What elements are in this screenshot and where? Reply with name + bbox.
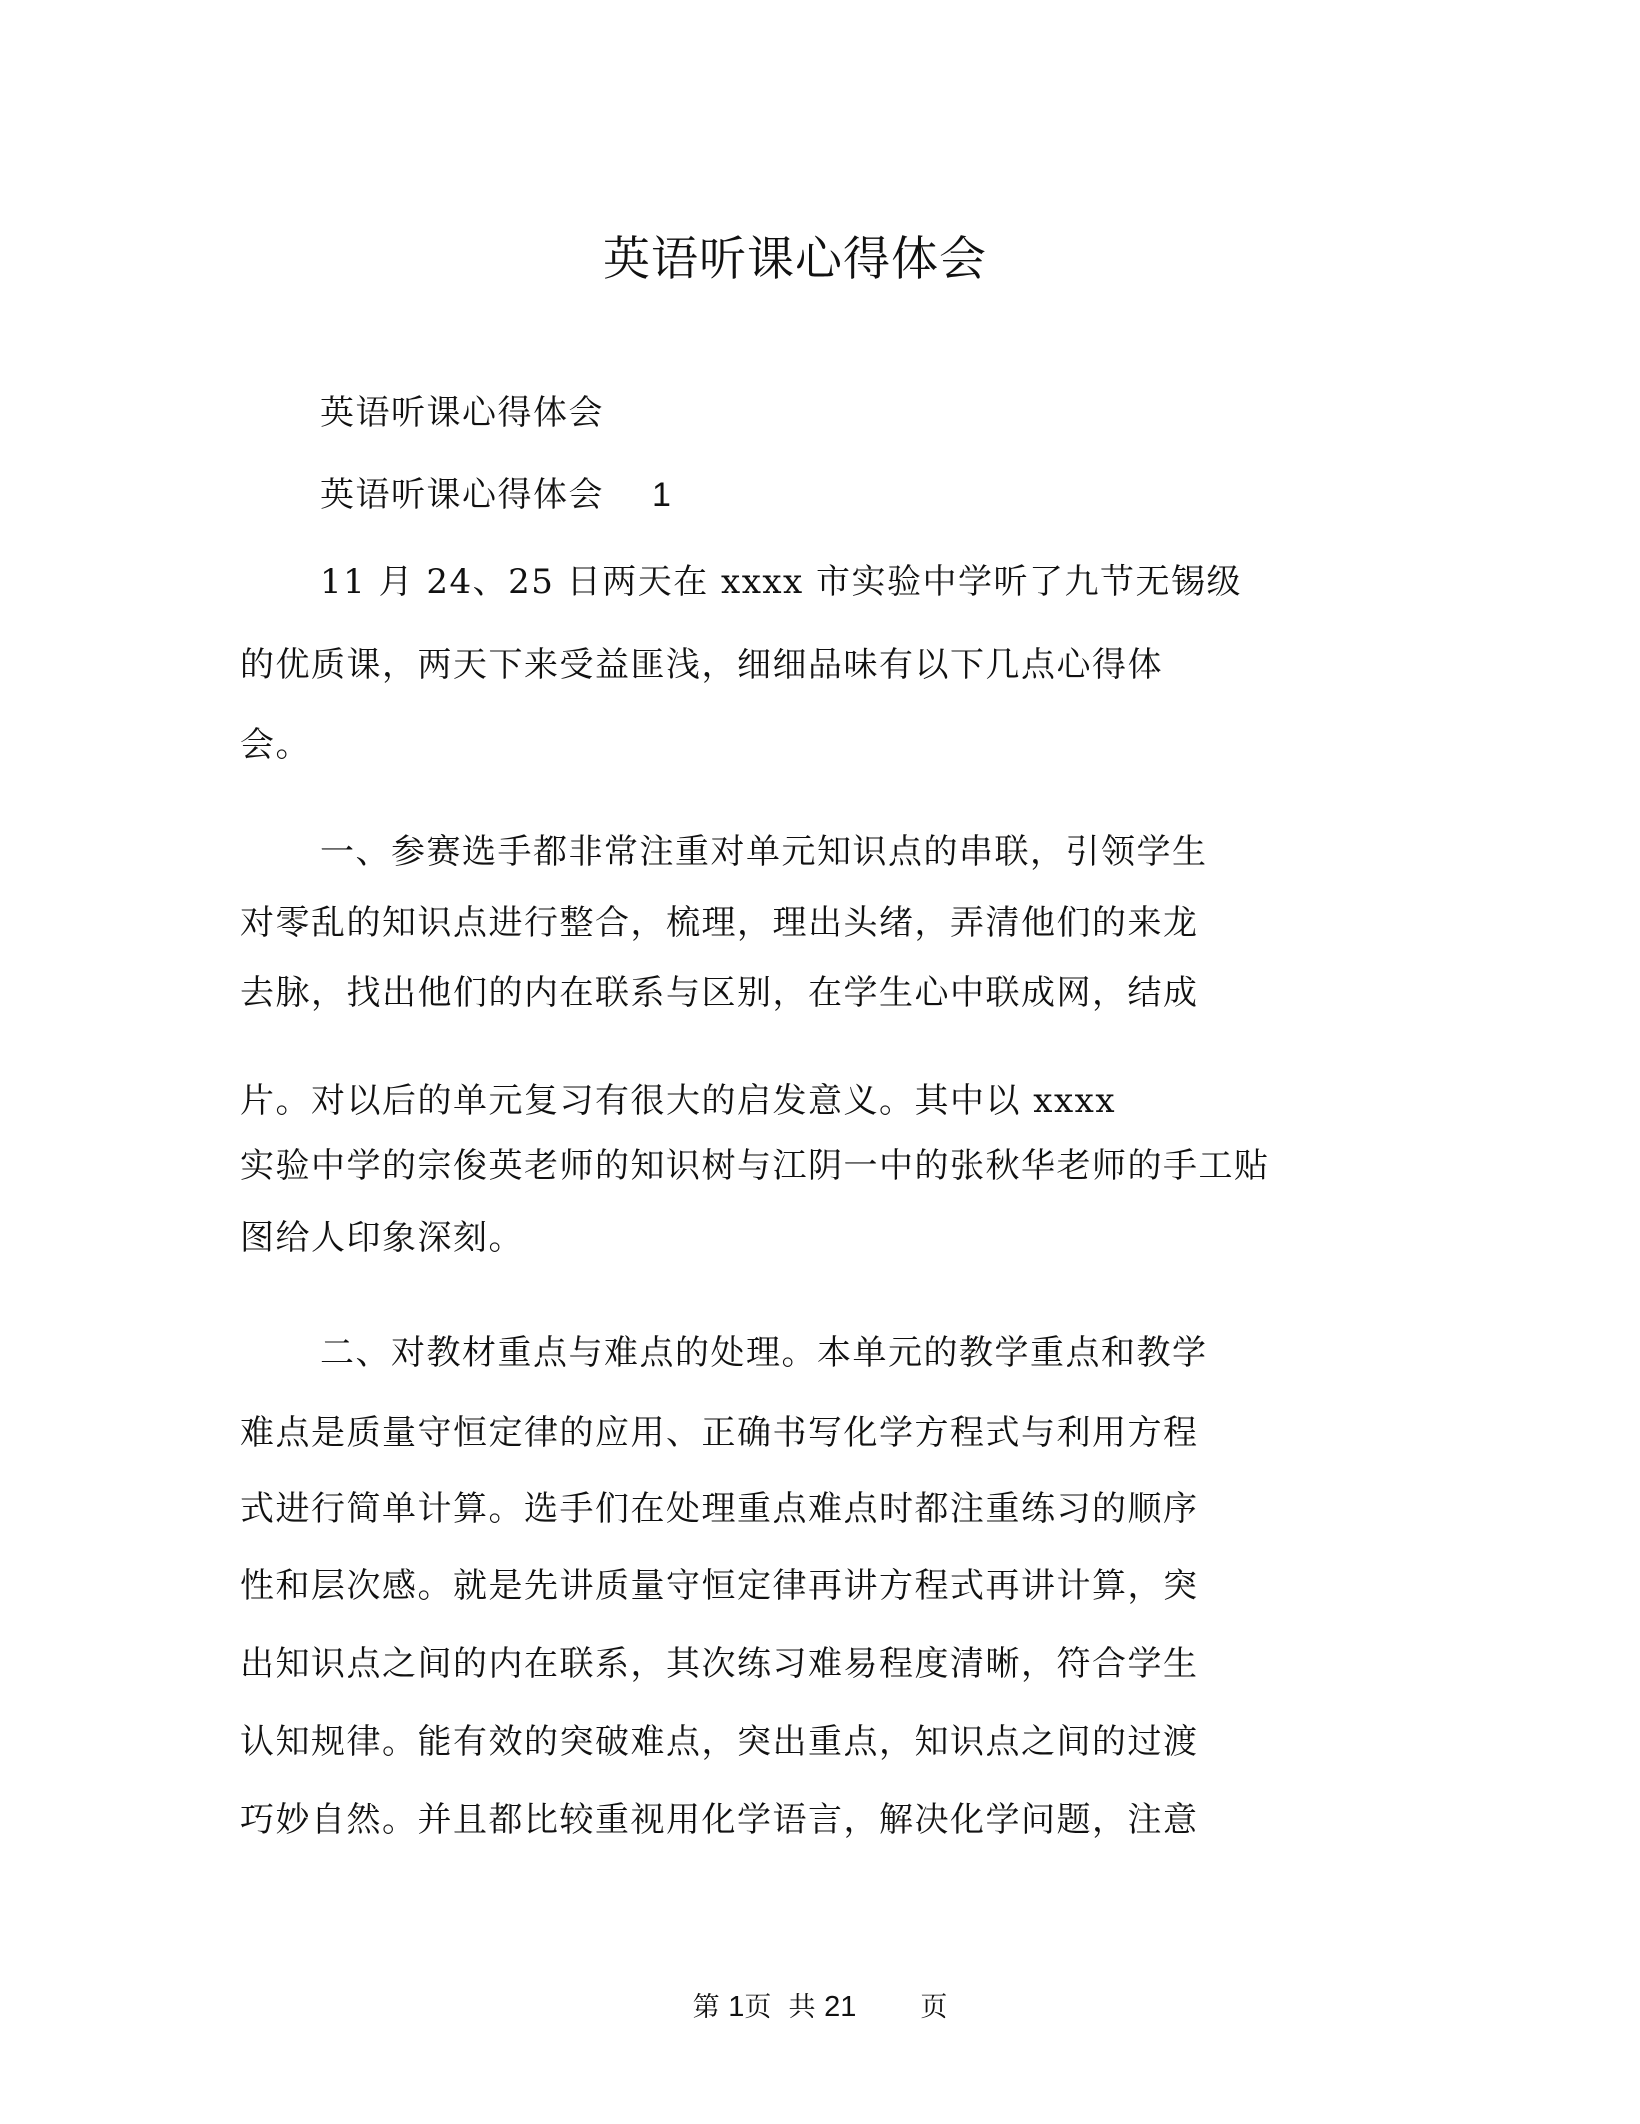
paragraph-line: 出知识点之间的内在联系，其次练习难易程度清晰，符合学生 [240, 1644, 1199, 1684]
subtitle: 英语听课心得体会 [320, 393, 604, 433]
paragraph-line: 图给人印象深刻。 [240, 1218, 524, 1258]
paragraph-line: 一、参赛选手都非常注重对单元知识点的串联，引领学生 [320, 832, 1208, 872]
footer-prefix: 第 [692, 1992, 720, 2023]
paragraph-line: 去脉，找出他们的内在联系与区别，在学生心中联成网，结成 [240, 973, 1199, 1013]
paragraph-line: 片。对以后的单元复习有很大的启发意义。其中以 xxxx [240, 1081, 1117, 1121]
document-title: 英语听课心得体会 [603, 232, 987, 287]
paragraph-line: 巧妙自然。并且都比较重视用化学语言，解决化学问题，注意 [240, 1800, 1199, 1840]
section-number: 1 [652, 476, 673, 514]
paragraph-line: 11 月 24、25 日两天在 xxxx 市实验中学听了九节无锡级 [320, 562, 1243, 602]
total-pages: 21 [824, 1991, 857, 2023]
paragraph-line: 性和层次感。就是先讲质量守恒定律再讲方程式再讲计算，突 [240, 1566, 1199, 1606]
paragraph-line: 会。 [240, 725, 311, 765]
page-footer [0, 1985, 1640, 2024]
section-heading-text: 英语听课心得体会 [320, 475, 604, 515]
footer-page-word: 页 共 [744, 1992, 816, 2023]
section-heading [320, 475, 672, 515]
paragraph-line: 二、对教材重点与难点的处理。本单元的教学重点和教学 [320, 1333, 1208, 1373]
paragraph-line: 式进行简单计算。选手们在处理重点难点时都注重练习的顺序 [240, 1489, 1199, 1529]
paragraph-line: 认知规律。能有效的突破难点，突出重点，知识点之间的过渡 [240, 1722, 1199, 1762]
paragraph-line: 的优质课，两天下来受益匪浅，细细品味有以下几点心得体 [240, 645, 1163, 685]
paragraph-line: 难点是质量守恒定律的应用、正确书写化学方程式与利用方程 [240, 1413, 1199, 1453]
current-page-number: 1 [728, 1991, 745, 2023]
paragraph-line: 对零乱的知识点进行整合，梳理，理出头绪，弄清他们的来龙 [240, 903, 1199, 943]
footer-suffix: 页 [920, 1992, 948, 2023]
paragraph-line: 实验中学的宗俊英老师的知识树与江阴一中的张秋华老师的手工贴 [240, 1146, 1270, 1186]
